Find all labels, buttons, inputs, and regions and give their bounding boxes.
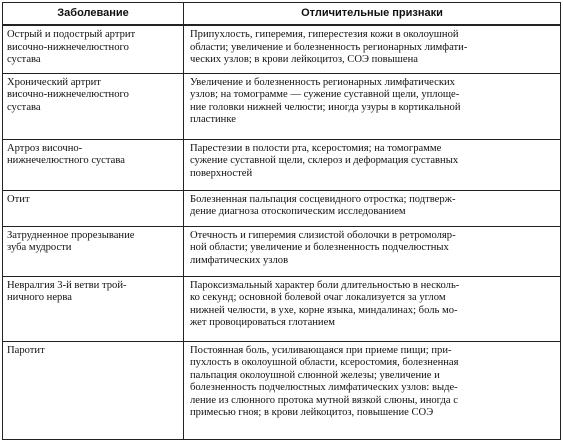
disease-line: Затрудненное прорезывание xyxy=(7,229,135,241)
disease-line: ничного нерва xyxy=(7,292,72,304)
disease-line: сустава xyxy=(7,54,41,66)
disease-cell xyxy=(3,276,184,341)
distinguishing-signs xyxy=(184,277,560,332)
table-row xyxy=(3,25,561,73)
signs-line: дение диагноза отоскопическим исследованием xyxy=(190,206,406,218)
signs-line: Парестезии в полости рта, ксеростомия; на томограмме xyxy=(190,142,442,154)
table-row xyxy=(3,139,561,190)
signs-cell xyxy=(184,276,561,341)
signs-line: нижней челюсти, в ухе, корне языка, миндалинах; боль мо- xyxy=(190,304,458,316)
signs-line: жет провоцироваться глотанием xyxy=(190,317,336,329)
signs-line: пальпация околоушной слюнной железы; увеличение и xyxy=(190,369,440,381)
disease-line: Артроз височно- xyxy=(7,142,83,154)
distinguishing-signs xyxy=(184,140,560,183)
disease-line: зуба мудрости xyxy=(7,242,72,254)
disease-line: Невралгия 3-й ветви трой- xyxy=(7,279,127,291)
table-row xyxy=(3,341,561,439)
signs-line: сужение суставной щели, склероз и деформация суставных xyxy=(190,155,459,167)
disease-line: нижнечелюстного сустава xyxy=(7,155,125,167)
signs-line: пухлость в околоушной области, ксеростомия, болезненная xyxy=(190,357,459,369)
disease-name xyxy=(3,227,183,257)
disease-name xyxy=(3,26,183,69)
signs-cell xyxy=(184,139,561,190)
disease-line: Острый и подострый артрит xyxy=(7,29,136,40)
signs-line: Отечность и гиперемия слизистой оболочки в ретромоляр- xyxy=(190,229,456,241)
table-row xyxy=(3,190,561,226)
distinguishing-signs xyxy=(184,342,560,423)
signs-cell xyxy=(184,73,561,139)
disease-line: Хронический артрит xyxy=(7,76,101,88)
disease-cell xyxy=(3,73,184,139)
table-row xyxy=(3,73,561,139)
signs-line: ление из слюнного протока мутной вязкой слюны, иногда с xyxy=(190,394,458,406)
signs-cell xyxy=(184,341,561,439)
signs-line: Увеличение и болезненность регионарных лимфатических xyxy=(190,76,455,88)
disease-cell xyxy=(3,25,184,73)
signs-line: ческих узлов; в крови лейкоцитоз, СОЭ повышена xyxy=(190,54,418,66)
disease-cell xyxy=(3,341,184,439)
signs-line: примесью гноя; в крови лейкоцитоз, повышение СОЭ xyxy=(190,407,434,419)
distinguishing-signs xyxy=(184,227,560,270)
signs-line: болезненность подчелюстных лимфатических узлов: выде- xyxy=(190,382,458,394)
table-body xyxy=(3,25,561,439)
signs-line: ной области; увеличение и болезненность подчелюстных xyxy=(190,242,449,254)
disease-name xyxy=(3,74,183,117)
disease-line: Отит xyxy=(7,193,30,205)
disease-name xyxy=(3,140,183,170)
signs-cell xyxy=(184,190,561,226)
signs-line: Пароксизмальный характер боли длительностью в несколь- xyxy=(190,279,460,291)
signs-line: Припухлость, гиперемия, гиперестезия кожи в околоушной xyxy=(190,29,459,40)
distinguishing-signs xyxy=(184,191,560,221)
table-header-row xyxy=(3,3,561,26)
distinguishing-signs xyxy=(184,74,560,129)
header-signs: Отличительные признаки xyxy=(184,3,561,26)
disease-name xyxy=(3,277,183,307)
signs-line: ко секунд; основной болевой очаг локализуется за углом xyxy=(190,292,446,304)
signs-line: области; увеличение и болезненность регионарных лимфати- xyxy=(190,41,468,53)
signs-cell xyxy=(184,226,561,276)
distinguishing-signs xyxy=(184,26,560,69)
signs-line: пластинке xyxy=(190,114,236,126)
disease-name xyxy=(3,342,183,360)
disease-line: сустава xyxy=(7,101,41,113)
differential-diagnosis-table xyxy=(2,2,561,440)
signs-cell xyxy=(184,25,561,73)
signs-line: Постоянная боль, усиливающаяся при приеме пищи; при- xyxy=(190,344,452,356)
signs-line: Болезненная пальпация сосцевидного отростка; подтверж- xyxy=(190,193,456,205)
disease-line: Паротит xyxy=(7,344,45,356)
disease-line: височно-нижнечелюстного xyxy=(7,89,129,101)
disease-cell xyxy=(3,139,184,190)
signs-line: узлов; на томограмме — сужение суставной щели, уплоще- xyxy=(190,89,460,101)
disease-line: височно-нижнечелюстного xyxy=(7,41,129,53)
signs-line: поверхностей xyxy=(190,167,253,179)
signs-line: лимфатических узлов xyxy=(190,254,289,266)
disease-name xyxy=(3,191,183,209)
disease-cell xyxy=(3,226,184,276)
header-disease: Заболевание xyxy=(3,3,184,26)
table-row xyxy=(3,276,561,341)
disease-cell xyxy=(3,190,184,226)
table-row xyxy=(3,226,561,276)
signs-line: ние головки нижней челюсти; иногда узуры в кортикальной xyxy=(190,101,461,113)
